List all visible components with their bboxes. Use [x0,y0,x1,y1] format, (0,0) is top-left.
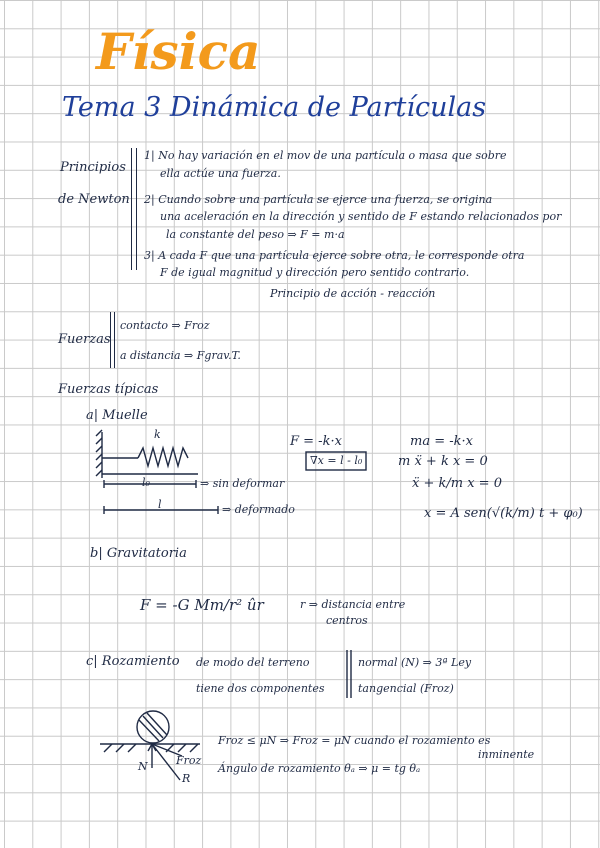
spring-l0-label: l₀ [142,476,150,489]
law3-line3: Principio de acción - reacción [270,287,436,300]
rozamiento-r-label: R [182,772,191,785]
muelle-eq1: F = -k·x [290,434,342,449]
muelle-eq4: m ẍ + k x = 0 [398,454,488,469]
law3-line1: 3| A cada F que una partícula ejerce sobre otra, le corresponde otra [144,249,525,262]
rozamiento-formula-2: Ángulo de rozamiento θₐ ⇒ μ = tg θₐ [218,762,421,775]
topic-title: Tema 3 Dinámica de Partículas [62,92,487,123]
newton-label-1: Principios [60,160,126,175]
muelle-label: a| Muelle [86,408,148,423]
law2-line2: una aceleración en la dirección y sentido de F estando relacionados por [160,210,562,223]
law2-line1: 2| Cuando sobre una partícula se ejerce una fuerza, se origina [144,193,493,206]
page-title: Física [96,22,261,81]
law1-line1: 1| No hay variación en el mov de una partícula o masa que sobre [144,149,507,162]
newton-label-2: de Newton [58,192,130,207]
spring-k-label: k [154,428,161,441]
law2-line3: la constante del peso ⇒ F = m·a [166,228,345,241]
rozamiento-formula-1: Froz ≤ μN ⇒ Froz = μN cuando el rozamiento es [218,734,491,747]
muelle-eq3: ma = -k·x [410,434,473,449]
gravitatoria-note-2: centros [326,614,368,627]
rozamiento-formula-1-tail: inminente [478,748,535,761]
rozamiento-n-label: N [138,760,148,773]
fuerza-distancia: a distancia ⇒ Fgrav.T. [120,349,241,362]
law1-line2: ella actúe una fuerza. [160,167,281,180]
spring-deformado: ⇒ deformado [222,503,295,516]
rozamiento-left-1: de modo del terreno [196,656,310,669]
rozamiento-right-1: normal (N) ⇒ 3ª Ley [358,656,472,669]
rozamiento-right-2: tangencial (Froz) [358,682,454,695]
fuerza-contacto: contacto ⇒ Froz [120,319,210,332]
rozamiento-froz-label: Froz [176,754,202,767]
law3-line2: F de igual magnitud y dirección pero sentido contrario. [160,266,470,279]
gravitatoria-label: b| Gravitatoria [90,546,187,561]
spring-l-label: l [158,498,162,511]
tipicas-heading: Fuerzas típicas [58,382,159,397]
rozamiento-label: c| Rozamiento [86,654,180,669]
muelle-eq6: x = A sen(√(k/m) t + φ₀) [424,506,583,521]
spring-sin-deformar: ⇒ sin deformar [200,477,285,490]
muelle-eq2: ∇x = l - l₀ [310,454,363,467]
rozamiento-left-2: tiene dos componentes [196,682,325,695]
gravitatoria-note-1: r ⇒ distancia entre [300,598,406,611]
gravitatoria-eq: F = -G Mm/r² ûr [140,596,264,614]
muelle-eq5: ẍ + k/m x = 0 [412,476,502,491]
fuerzas-label: Fuerzas [58,332,111,347]
